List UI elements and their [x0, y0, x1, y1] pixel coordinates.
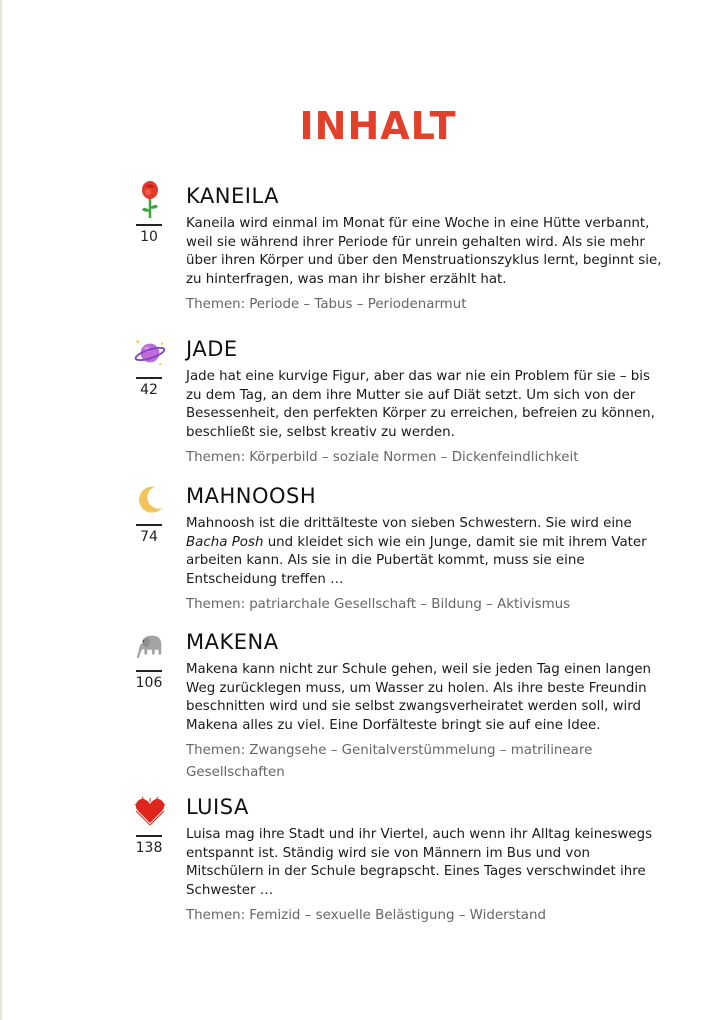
entry-themes — [186, 594, 668, 616]
page-number-rule — [136, 224, 162, 226]
entry-summary: Luisa mag ihre Stadt und ihr Viertel, auch wenn ihr Alltag keineswegs entspannt ist. Ständig wird sie von Männern im Bus und von Mitschülern in der Schule begrapscht. Eines Tages verschwindet ihre Schwester … — [186, 827, 653, 898]
entry-summary: Kaneila wird einmal im Monat für eine Woche in eine Hütte verbannt, weil sie während ihrer Periode für unrein gehalten wird. Als sie mehr über ihren Körper und über den Menstruationszyklus lernt, beginnt sie, zu hinterfragen, was man ihr bisher erzählt hat. — [186, 216, 662, 287]
page-title: INHALT — [299, 104, 457, 148]
themes-list: Zwangsehe – Genitalverstümmelung – matrilineare Gesellschaften — [186, 743, 593, 780]
page-number-rule — [136, 377, 162, 379]
themes-label: Themen: — [186, 597, 246, 612]
elephant-icon — [134, 626, 166, 666]
entry-title: KANEILA — [186, 184, 279, 208]
entry-description — [186, 368, 668, 469]
entry-themes — [186, 740, 668, 784]
page-number: 138 — [135, 840, 163, 856]
page-number-rule — [136, 524, 162, 526]
entry-summary: Makena kann nicht zur Schule gehen, weil sie jeden Tag einen langen Weg zurücklegen muss, um Wasser zu holen. Als ihre beste Freundin beschnitten wird und sie selbst zwangsverheiratet werden soll, wird Makena alles zu viel. Eine Dorfälteste bringt sie auf eine Idee. — [186, 662, 652, 733]
crescent-moon-icon — [134, 480, 166, 520]
themes-label: Themen: — [186, 297, 246, 312]
entry-title: MAKENA — [186, 630, 279, 654]
entry-summary — [186, 515, 668, 589]
summary-part: Mahnoosh ist die drittälteste von sieben Schwestern. Sie wird eine — [186, 516, 632, 531]
entry-title: MAHNOOSH — [186, 484, 317, 508]
entry-themes — [186, 905, 668, 927]
entry-title: JADE — [186, 337, 238, 361]
page-number-rule — [136, 670, 162, 672]
themes-list: Periode – Tabus – Periodenarmut — [249, 297, 467, 312]
rose-icon — [134, 180, 166, 220]
entry-description — [186, 215, 668, 316]
entry-description — [186, 826, 668, 927]
page-number: 10 — [140, 229, 158, 245]
page-number: 42 — [140, 382, 158, 398]
entry-description — [186, 515, 668, 616]
themes-label: Themen: — [186, 743, 246, 758]
themes-list: Femizid – sexuelle Belästigung – Widerstand — [249, 908, 546, 923]
entry-title: LUISA — [186, 795, 249, 819]
heart-icon — [134, 791, 166, 831]
themes-label: Themen: — [186, 450, 246, 465]
themes-label: Themen: — [186, 908, 246, 923]
entry-summary: Jade hat eine kurvige Figur, aber das war nie ein Problem für sie – bis zu dem Tag, an dem ihre Mutter sie auf Diät setzt. Um sich von der Besessenheit, den perfekten Körper zu erreichen, befreien zu können, beschließt sie, selbst kreativ zu werden. — [186, 369, 655, 440]
page-number-rule — [136, 835, 162, 837]
entry-themes — [186, 447, 668, 469]
themes-list: Körperbild – soziale Normen – Dickenfeindlichkeit — [249, 450, 579, 465]
themes-list: patriarchale Gesellschaft – Bildung – Aktivismus — [249, 597, 571, 612]
summary-emphasis: Bacha Posh — [186, 534, 264, 550]
page-number: 106 — [135, 675, 163, 691]
entry-description — [186, 661, 668, 784]
entry-themes — [186, 294, 668, 316]
planet-icon — [134, 333, 166, 373]
summary-part: und kleidet sich wie ein Junge, damit sie mit ihrem Vater arbeiten kann. Als sie in die Pubertät kommt, muss sie eine Entscheidung treffen … — [186, 534, 647, 587]
page-edge — [0, 0, 2, 1020]
page-number: 74 — [140, 529, 158, 545]
